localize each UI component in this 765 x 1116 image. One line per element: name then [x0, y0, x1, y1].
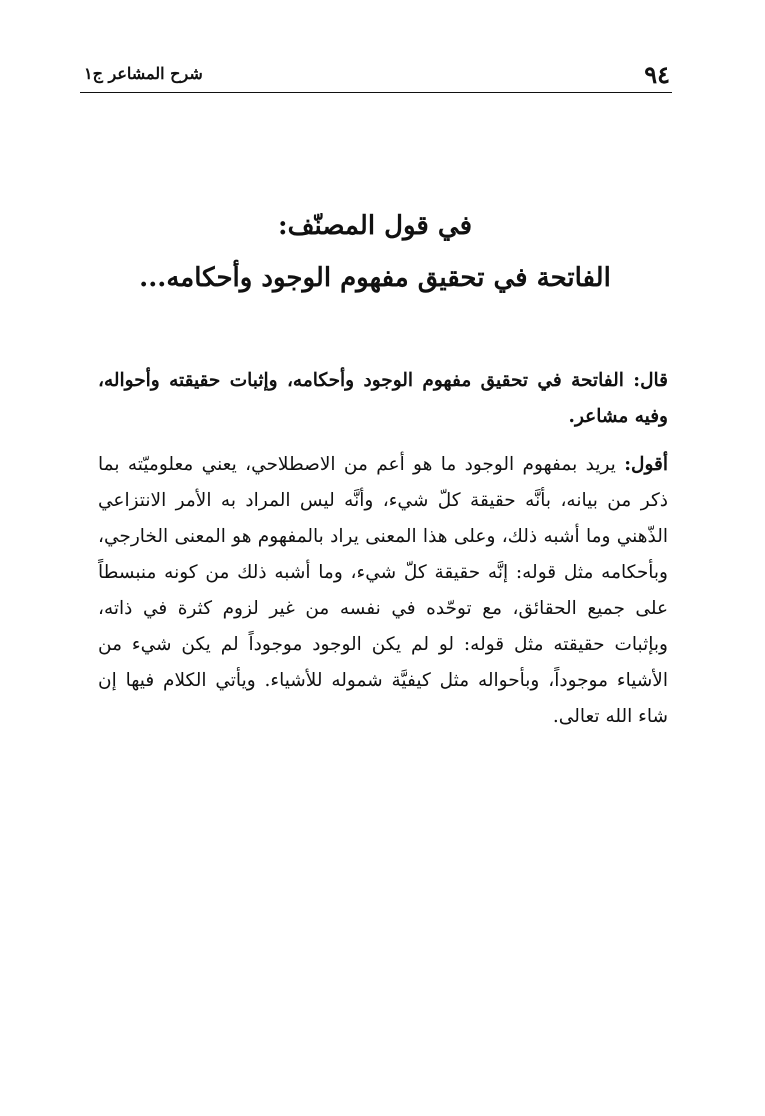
aqul-label: أقول:: [624, 454, 668, 475]
running-header: [80, 58, 672, 93]
commentary-paragraph: [98, 447, 668, 735]
qala-text: الفاتحة في تحقيق مفهوم الوجود وأحكامه، وإثبات حقيقته وأحواله، وفيه مشاعر.: [98, 370, 668, 427]
book-title: شرح المشاعر ج١: [84, 64, 203, 83]
author-quote-paragraph: [98, 363, 668, 435]
aqul-text: يريد بمفهوم الوجود ما هو أعم من الاصطلاحي، يعني معلوميّته بما ذكر من بيانه، بأنَّه حقيقة كلّ شيء، وأنَّه ليس المراد به الأمر الانتزاعي الذّهني وما أشبه ذلك، وعلى هذا المعنى يراد بالمفهوم هو المعنى الخارجي، وبأحكامه مثل قوله: إنَّه حقيقة كلّ شيء، وما أشبه ذلك من كونه منبسطاً على جميع الحقائق، مع توحّده في نفسه من غير لزوم كثرة في ذاته، وبإثبات حقيقته مثل قوله: لو لم يكن الوجود موجوداً لم يكن شيء من الأشياء موجوداً، وبأحواله مثل كيفيَّة شموله للأشياء. ويأتي الكلام فيها إن شاء الله تعالى.: [98, 454, 668, 727]
qala-label: قال:: [633, 370, 668, 391]
section-heading-line-2: الفاتحة في تحقيق مفهوم الوجود وأحكامه...: [139, 263, 611, 293]
section-heading-line-1: في قول المصنّف:: [277, 211, 473, 241]
page-number: ٩٤: [644, 60, 670, 89]
